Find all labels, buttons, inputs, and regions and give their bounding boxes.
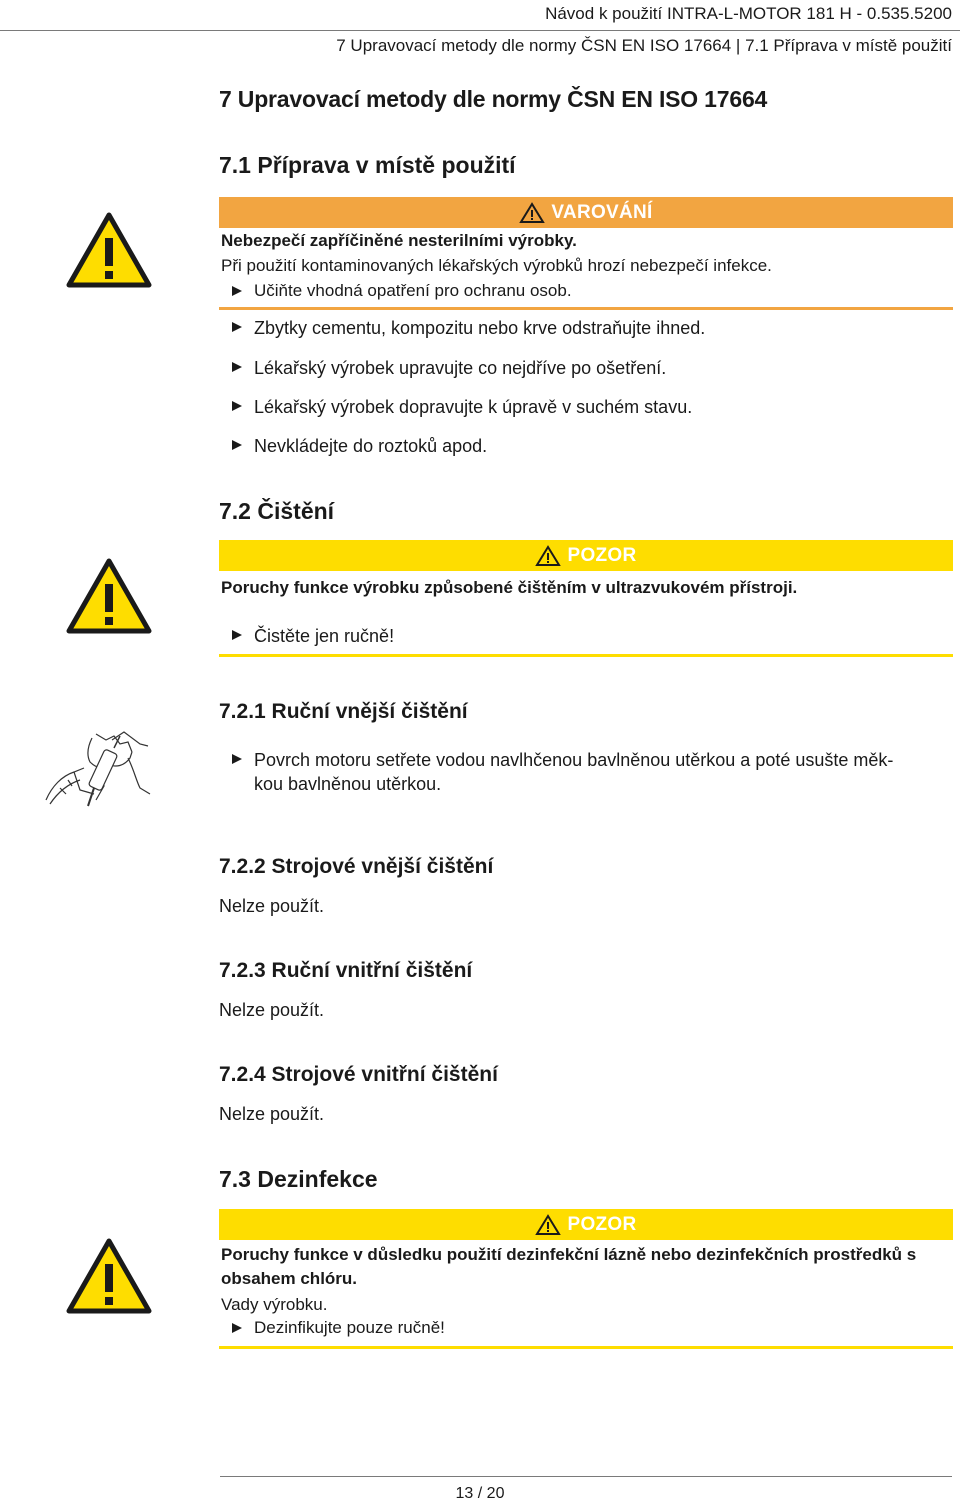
- caution-headline: Poruchy funkce v důsledku použití dezinfekční lázně nebo dezinfekčních prostředků s: [221, 1245, 917, 1264]
- section-7-2-2-title: 7.2.2 Strojové vnější čištění: [219, 855, 494, 878]
- section-7-1-title: 7.1 Příprava v místě použití: [219, 152, 516, 178]
- caution-banner: [219, 1209, 953, 1240]
- document-title: Návod k použití INTRA-L-MOTOR 181 H - 0.535.5200: [545, 4, 952, 23]
- caution-label: POZOR: [567, 1213, 637, 1235]
- chapter-title: 7 Upravovací metody dle normy ČSN EN ISO 17664: [219, 86, 768, 112]
- section-7-2-3-text: Nelze použít.: [219, 1000, 325, 1020]
- hand-wiping-illustration: [44, 728, 154, 808]
- bullet-arrow-icon: [232, 322, 242, 332]
- warning-text: Při použití kontaminovaných lékařských výrobků hrozí nebezpečí infekce.: [221, 256, 772, 275]
- warning-sign-icon: [66, 212, 152, 288]
- warning-headline: Nebezpečí zapříčiněné nesterilními výrobky.: [221, 231, 577, 250]
- section-7-2-3-title: 7.2.3 Ruční vnitřní čištění: [219, 959, 473, 982]
- footer-divider: [220, 1476, 952, 1477]
- warning-sign-icon: [66, 1238, 152, 1314]
- bullet-arrow-icon: [232, 362, 242, 372]
- caution-label: POZOR: [567, 544, 637, 566]
- warning-label: VAROVÁNÍ: [551, 201, 653, 223]
- warning-triangle-icon: [535, 1214, 561, 1236]
- section-7-2-4-text: Nelze použít.: [219, 1104, 325, 1124]
- page-number: 13 / 20: [455, 1485, 505, 1502]
- warning-bottom-line: [219, 307, 953, 310]
- section-7-2-1-title: 7.2.1 Ruční vnější čištění: [219, 700, 468, 723]
- bullet-arrow-icon: [232, 286, 242, 296]
- bullet-arrow-icon: [232, 401, 242, 411]
- header-divider: [0, 30, 960, 31]
- bullet-arrow-icon: [232, 754, 242, 764]
- caution-bottom-line: [219, 654, 953, 657]
- caution-banner: [219, 540, 953, 571]
- breadcrumb: 7 Upravovací metody dle normy ČSN EN ISO 17664 | 7.1 Příprava v místě použití: [336, 36, 952, 55]
- warning-sign-icon: [66, 558, 152, 634]
- bullet-arrow-icon: [232, 1323, 242, 1333]
- section-7-3-title: 7.3 Dezinfekce: [219, 1166, 378, 1192]
- section-7-2-title: 7.2 Čištění: [219, 498, 335, 524]
- caution-bottom-line: [219, 1346, 953, 1349]
- warning-banner: [219, 197, 953, 228]
- warning-triangle-icon: [519, 202, 545, 224]
- caution-headline-continuation: obsahem chlóru.: [221, 1269, 358, 1288]
- caution-headline: Poruchy funkce výrobku způsobené čištěním v ultrazvukovém přístroji.: [221, 578, 798, 597]
- caution-text: Vady výrobku.: [221, 1295, 328, 1314]
- warning-triangle-icon: [535, 545, 561, 567]
- section-7-2-4-title: 7.2.4 Strojové vnitřní čištění: [219, 1063, 498, 1086]
- bullet-arrow-icon: [232, 630, 242, 640]
- bullet-arrow-icon: [232, 440, 242, 450]
- section-7-2-2-text: Nelze použít.: [219, 896, 325, 916]
